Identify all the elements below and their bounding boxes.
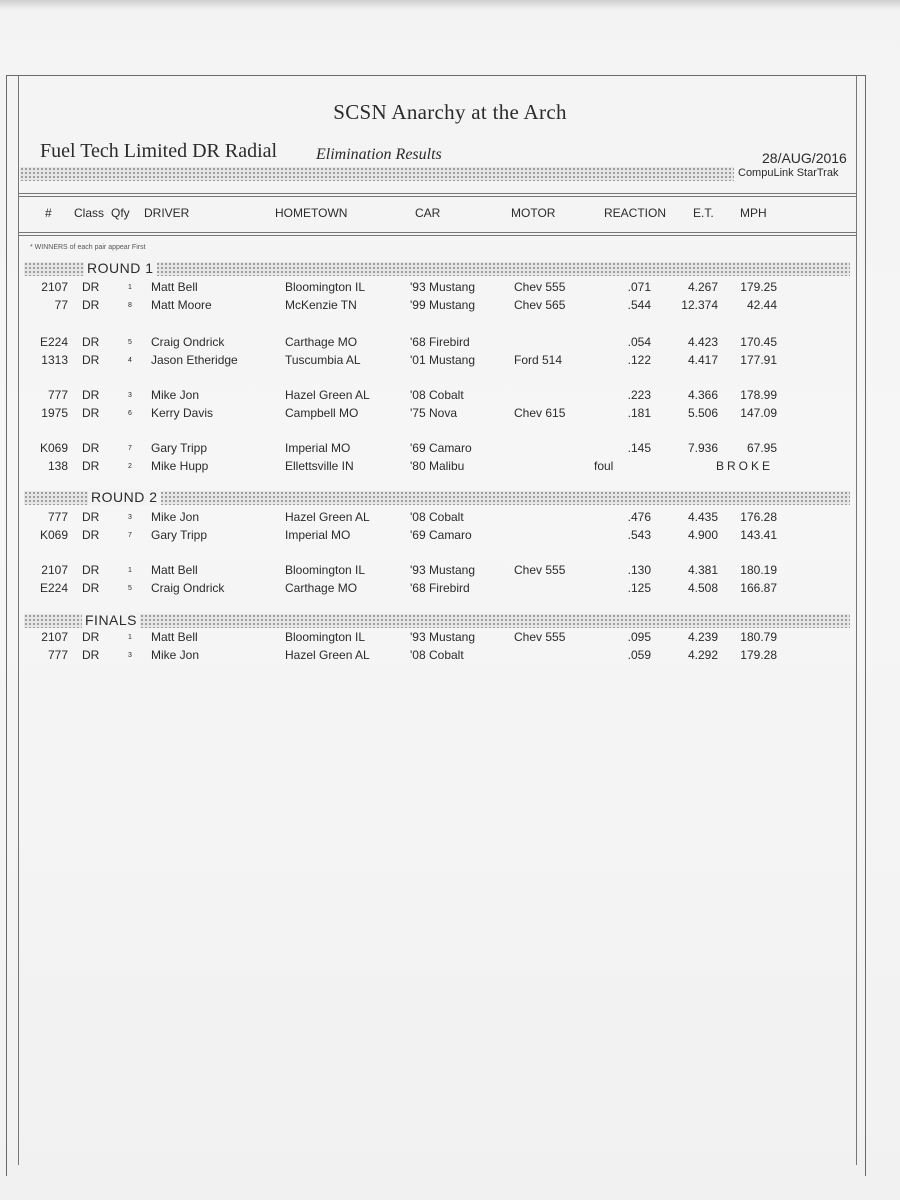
frame-inner-left [18,75,19,1165]
qualify-position: 8 [128,302,132,309]
driver-name: Gary Tripp [151,528,208,542]
driver-name: Matt Moore [151,298,212,312]
speed-mph: 147.09 [740,406,777,420]
motor-cell: Chev 555 [514,563,566,577]
result-row-winner [0,335,900,351]
driver-name: Matt Bell [151,563,198,577]
car-cell: '80 Malibu [410,459,465,473]
qualify-position: 3 [128,392,132,399]
car-cell: '68 Firebird [410,335,470,349]
hometown-cell: Bloomington IL [285,630,366,644]
class-cell: DR [82,459,100,473]
driver-name: Mike Jon [151,648,200,662]
elapsed-time: 4.267 [687,280,718,294]
driver-name: Jason Etheridge [151,353,238,367]
car-number: 777 [47,510,68,524]
speed-mph: 67.95 [746,441,777,455]
qualify-position: 5 [128,339,132,346]
hometown-cell: Imperial MO [285,441,351,455]
timing-system: CompuLink StarTrak [738,167,839,179]
result-row-loser [0,528,900,544]
elapsed-time: 12.374 [681,298,718,312]
winners-note: * WINNERS of each pair appear First [30,244,146,251]
car-number: K069 [39,441,68,455]
car-cell: '93 Mustang [410,563,475,577]
class-cell: DR [82,280,100,294]
round-label: FINALS [82,612,140,628]
result-row-loser [0,353,900,369]
result-row-winner [0,563,900,579]
hometown-cell: Carthage MO [285,335,358,349]
result-row-loser [0,581,900,597]
speed-mph: 179.25 [740,280,777,294]
speed-mph: 42.44 [746,298,777,312]
car-number: 2107 [41,563,68,577]
car-cell: '08 Cobalt [410,388,464,402]
class-cell: DR [82,510,100,524]
speed-mph: 143.41 [740,528,777,542]
class-cell: DR [82,528,100,542]
col-header-motor: MOTOR [511,206,556,220]
motor-cell: Chev 555 [514,280,566,294]
reaction-time: .476 [627,510,651,524]
col-header-reaction: REACTION [604,206,667,220]
col-header-class: Class [74,206,105,220]
speed-mph: 180.19 [740,563,777,577]
driver-name: Mike Hupp [151,459,209,473]
result-row-winner [0,388,900,404]
elapsed-time: 4.417 [687,353,718,367]
col-header-qfy: Qfy [111,206,130,220]
elapsed-time: 4.239 [687,630,718,644]
col-header-num: # [45,206,52,220]
car-cell: '75 Nova [410,406,457,420]
col-header-et: E.T. [693,206,714,220]
speed-mph: 179.28 [740,648,777,662]
hometown-cell: Bloomington IL [285,563,366,577]
class-cell: DR [82,441,100,455]
round-header [24,614,850,629]
elapsed-time: 4.381 [687,563,718,577]
reaction-time: .095 [627,630,651,644]
page-title: SCSN Anarchy at the Arch [333,100,567,124]
col-header-car: CAR [415,206,441,220]
reaction-time: .181 [627,406,651,420]
result-row-loser [0,298,900,314]
qualify-position: 5 [128,585,132,592]
result-row-winner [0,280,900,296]
class-cell: DR [82,630,100,644]
hometown-cell: Bloomington IL [285,280,366,294]
round-label: ROUND 2 [88,489,161,505]
class-cell: DR [82,563,100,577]
elapsed-time: 4.292 [687,648,718,662]
result-row-loser [0,459,900,475]
driver-name: Matt Bell [151,280,198,294]
round-dot-band [24,614,850,628]
car-number: 1975 [41,406,68,420]
header-rule-top-2 [18,196,856,197]
col-header-mph: MPH [740,206,767,220]
speed-mph: 180.79 [740,630,777,644]
result-row-loser [0,648,900,664]
car-cell: '08 Cobalt [410,510,464,524]
hometown-cell: Imperial MO [285,528,351,542]
reaction-time: .059 [627,648,651,662]
reaction-time: .543 [627,528,651,542]
header-rule-bottom [18,232,856,233]
run-status: BROKE [716,459,774,473]
car-number: 2107 [41,280,68,294]
result-row-winner [0,630,900,646]
event-date: 28/AUG/2016 [762,150,847,166]
hometown-cell: Carthage MO [285,581,358,595]
class-cell: DR [82,581,100,595]
car-number: 138 [47,459,68,473]
qualify-position: 4 [128,357,132,364]
car-number: 77 [54,298,68,312]
qualify-position: 7 [128,445,132,452]
event-subtitle: Elimination Results [316,146,442,163]
elapsed-time: 4.435 [687,510,718,524]
driver-name: Matt Bell [151,630,198,644]
col-header-hometown: HOMETOWN [275,206,348,220]
qualify-position: 2 [128,463,132,470]
result-row-loser [0,406,900,422]
motor-cell: Ford 514 [514,353,563,367]
event-name: Fuel Tech Limited DR Radial [40,140,278,162]
qualify-position: 1 [128,567,132,574]
elapsed-time: 4.508 [687,581,718,595]
driver-name: Mike Jon [151,510,200,524]
driver-name: Mike Jon [151,388,200,402]
hometown-cell: Hazel Green AL [285,388,370,402]
class-cell: DR [82,648,100,662]
class-cell: DR [82,353,100,367]
elapsed-time: 5.506 [687,406,718,420]
car-cell: '01 Mustang [410,353,475,367]
car-number: E224 [39,581,68,595]
result-row-winner [0,441,900,457]
header-rule-bottom-2 [18,235,856,236]
reaction-time: .122 [627,353,651,367]
hometown-cell: McKenzie TN [285,298,357,312]
reaction-time: .130 [627,563,651,577]
speed-mph: 177.91 [740,353,777,367]
result-row-winner [0,510,900,526]
car-number: K069 [39,528,68,542]
speed-mph: 178.99 [740,388,777,402]
reaction-time: .544 [627,298,651,312]
foul-flag: foul [594,459,614,473]
qualify-position: 7 [128,532,132,539]
car-cell: '93 Mustang [410,280,475,294]
reaction-time: .145 [627,441,651,455]
car-cell: '69 Camaro [410,441,472,455]
round-label: ROUND 1 [84,260,157,276]
round-header [24,491,850,506]
qualify-position: 3 [128,514,132,521]
header-dot-band [20,167,734,181]
motor-cell: Chev 565 [514,298,566,312]
driver-name: Kerry Davis [151,406,214,420]
car-number: 1313 [41,353,68,367]
qualify-position: 1 [128,284,132,291]
qualify-position: 3 [128,652,132,659]
driver-name: Craig Ondrick [151,581,225,595]
reaction-time: .054 [627,335,651,349]
reaction-time: .071 [627,280,651,294]
reaction-time: .125 [627,581,651,595]
col-header-driver: DRIVER [144,206,190,220]
class-cell: DR [82,406,100,420]
motor-cell: Chev 555 [514,630,566,644]
car-cell: '69 Camaro [410,528,472,542]
qualify-position: 6 [128,410,132,417]
hometown-cell: Campbell MO [285,406,359,420]
car-number: 2107 [41,630,68,644]
motor-cell: Chev 615 [514,406,566,420]
speed-mph: 170.45 [740,335,777,349]
class-cell: DR [82,298,100,312]
page-edge-shadow [0,0,900,10]
hometown-cell: Hazel Green AL [285,648,370,662]
class-cell: DR [82,388,100,402]
hometown-cell: Ellettsville IN [285,459,354,473]
car-cell: '08 Cobalt [410,648,464,662]
header-rule-top [18,193,856,194]
car-number: E224 [39,335,68,349]
elapsed-time: 7.936 [687,441,718,455]
elapsed-time: 4.366 [687,388,718,402]
reaction-time: .223 [627,388,651,402]
frame-inner-right [856,75,857,1165]
car-cell: '68 Firebird [410,581,470,595]
round-header [24,262,850,277]
car-number: 777 [47,388,68,402]
speed-mph: 166.87 [740,581,777,595]
hometown-cell: Hazel Green AL [285,510,370,524]
qualify-position: 1 [128,634,132,641]
elapsed-time: 4.423 [687,335,718,349]
driver-name: Gary Tripp [151,441,208,455]
car-cell: '93 Mustang [410,630,475,644]
car-cell: '99 Mustang [410,298,475,312]
speed-mph: 176.28 [740,510,777,524]
driver-name: Craig Ondrick [151,335,225,349]
hometown-cell: Tuscumbia AL [285,353,361,367]
car-number: 777 [47,648,68,662]
class-cell: DR [82,335,100,349]
elapsed-time: 4.900 [687,528,718,542]
